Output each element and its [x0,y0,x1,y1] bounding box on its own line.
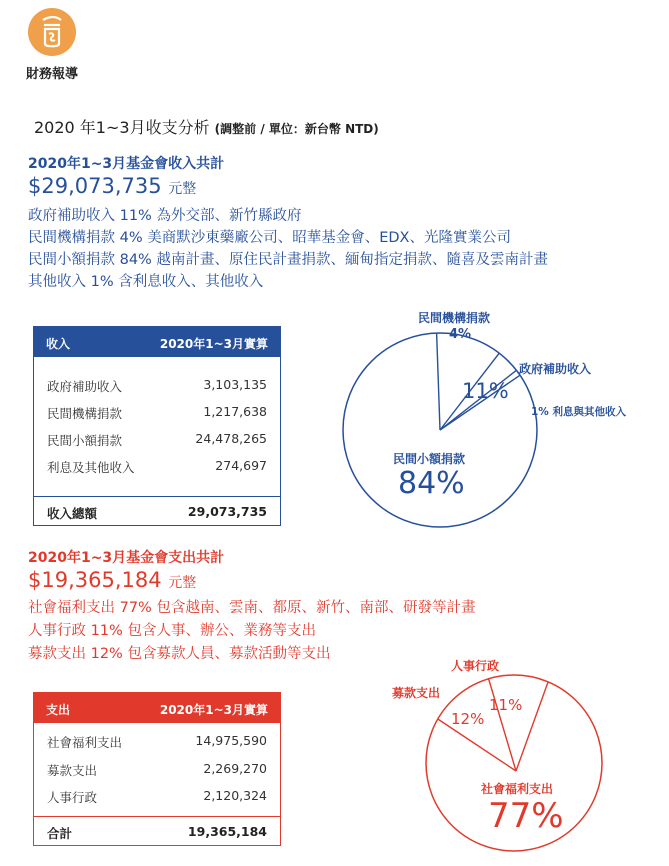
pie-label-admin: 人事行政 [451,659,500,673]
pie-pct-welfare: 77% [488,796,564,836]
expense-col-label: 支出 [46,703,71,717]
expense-table-header [34,693,280,723]
income-line: 政府補助收入 11% 為外交部、新竹縣政府 [28,208,302,224]
page-title-text: 2020 年1~3月收支分析 [34,118,210,137]
income-line: 其他收入 1% 含利息收入、其他收入 [28,274,264,290]
page-title-note: (調整前 / 單位：新台幣 NTD) [214,122,379,136]
income-table-header [34,327,280,357]
income-total-amount [28,174,196,198]
gift-bag-icon [28,8,76,56]
expense-table-total [34,816,280,845]
row-value: 2,120,324 [203,788,267,803]
row-label: 人事行政 [47,790,98,805]
expense-line: 人事行政 11% 包含人事、辦公、業務等支出 [28,623,316,639]
row-value: 14,975,590 [195,733,267,748]
row-value: 3,103,135 [203,377,267,392]
income-total-unit: 元整 [168,181,197,197]
expense-total-value: $19,365,184 [28,568,162,592]
page-title [34,115,379,138]
expense-table [33,692,281,846]
expense-line: 募款支出 12% 包含募款人員、募款活動等支出 [28,646,331,662]
pie-pct-admin: 11% [489,696,523,714]
total-label: 收入總額 [47,506,98,521]
income-heading: 2020年1~3月基金會收入共計 [28,156,225,172]
pie-label-private-org: 民間機構捐款 [418,311,491,325]
total-label: 合計 [47,826,73,841]
pie-pct-small: 84% [398,466,465,501]
income-total-value: $29,073,735 [28,174,162,198]
row-value: 1,217,638 [203,404,267,419]
pie-pct-gov: 11% [462,379,509,403]
row-label: 民間機構捐款 [47,406,123,421]
income-col-label: 收入 [46,337,71,351]
pie-label-fund: 募款支出 [392,686,441,700]
expense-col-amount: 2020年1~3月實算 [159,703,268,717]
income-table [33,326,281,526]
total-value: 19,365,184 [187,824,267,839]
section-label: 財務報導 [26,67,79,82]
pie-label-gov: 政府補助收入 [519,362,592,376]
pie-label-other: 1% 利息與其他收入 [531,406,626,418]
expense-total-unit: 元整 [168,575,197,591]
logo [28,8,76,56]
row-label: 政府補助收入 [47,379,123,394]
pie-label-small: 民間小額捐款 [393,452,466,466]
total-value: 29,073,735 [187,504,267,519]
row-value: 274,697 [215,458,267,473]
expense-line: 社會福利支出 77% 包含越南、雲南、都原、新竹、南部、研發等計畫 [28,600,476,616]
expense-total-amount [28,568,196,592]
pie-label-welfare: 社會福利支出 [481,782,554,796]
row-value: 24,478,265 [195,431,267,446]
expense-heading: 2020年1~3月基金會支出共計 [28,550,225,566]
pie-pct-fund: 12% [451,710,485,728]
row-label: 社會福利支出 [47,735,123,750]
pie-pct-private-org: 4% [449,327,472,342]
row-label: 利息及其他收入 [47,460,135,475]
income-line: 民間機構捐款 4% 美商默沙東藥廠公司、昭華基金會、EDX、光隆實業公司 [28,230,511,246]
row-label: 民間小額捐款 [47,433,123,448]
row-value: 2,269,270 [203,761,267,776]
income-line: 民間小額捐款 84% 越南計畫、原住民計畫捐款、緬甸指定捐款、隨喜及雲南計畫 [28,252,548,268]
income-col-amount: 2020年1~3月實算 [159,337,268,351]
row-label: 募款支出 [47,763,98,778]
income-table-total [34,496,280,525]
